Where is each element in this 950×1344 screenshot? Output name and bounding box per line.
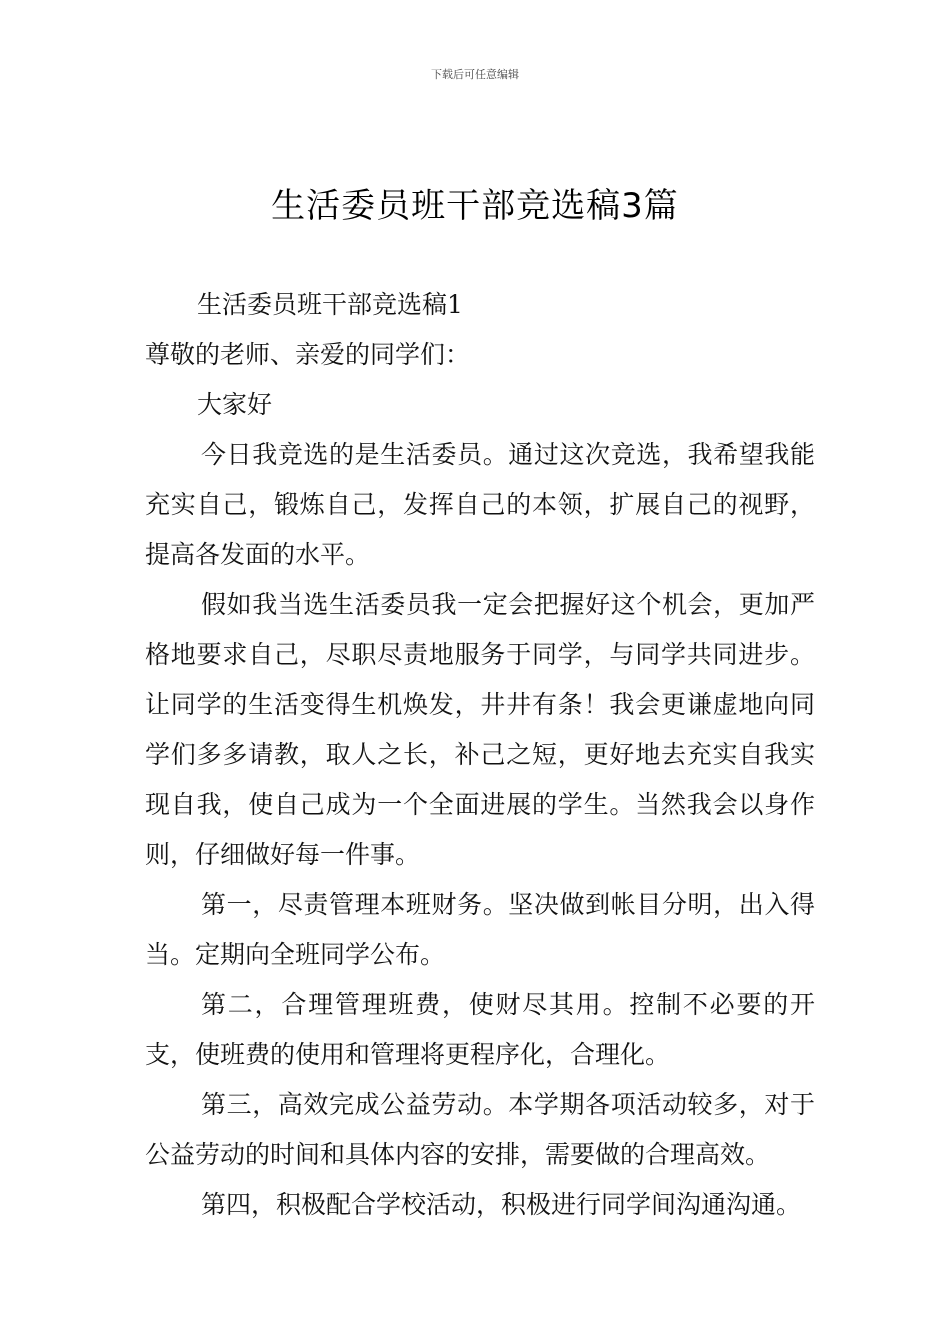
salutation: 尊敬的老师、亲爱的同学们： xyxy=(145,340,471,369)
paragraph-1: 今日我竞选的是生活委员。通过这次竞选，我希望我能充实自己，锻炼自己，发挥自己的本领，扩展自己的视野，提高各发面的水平。 xyxy=(145,440,815,569)
paragraph-6: 第四，积极配合学校活动，积极进行同学间沟通沟通。 xyxy=(201,1190,802,1219)
paragraph-2: 假如我当选生活委员我一定会把握好这个机会，更加严格地要求自己，尽职尽责地服务于同学，与同学共同进步。让同学的生活变得生机焕发，井井有条！我会更谦虚地向同学们多多请教，取人之长，补己之短，更好地去充实自我实现自我，使自己成为一个全面进展的学生。当然我会以身作则，仔细做好每一件事。 xyxy=(145,590,815,869)
header-note: 下载后可任意编辑 xyxy=(431,68,519,81)
greeting: 大家好 xyxy=(197,390,273,419)
section-subtitle: 生活委员班干部竞选稿1 xyxy=(197,290,463,319)
paragraph-3: 第一，尽责管理本班财务。坚决做到帐目分明，出入得当。定期向全班同学公布。 xyxy=(145,890,815,969)
document-body xyxy=(145,280,815,1230)
paragraph-5: 第三，高效完成公益劳动。本学期各项活动较多，对于公益劳动的时间和具体内容的安排，需要做的合理高效。 xyxy=(145,1090,815,1169)
document-title: 生活委员班干部竞选稿3篇 xyxy=(271,186,679,226)
paragraph-4: 第二，合理管理班费，使财尽其用。控制不必要的开支，使班费的使用和管理将更程序化，合理化。 xyxy=(145,990,815,1069)
